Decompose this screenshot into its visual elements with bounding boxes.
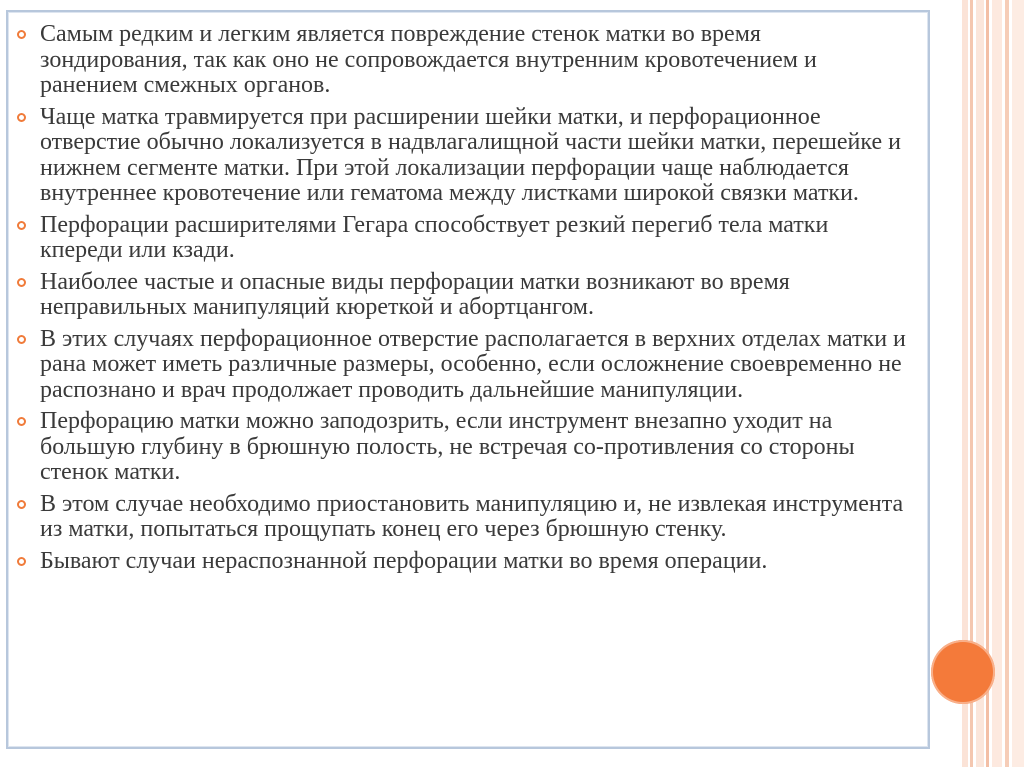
bullet-text: Бывают случаи нераспознанной перфорации матки во время операции. — [40, 547, 768, 574]
list-item — [14, 549, 914, 575]
circle-bullet-icon — [17, 278, 26, 287]
circle-bullet-icon — [17, 221, 26, 230]
list-item — [14, 22, 914, 99]
stripe — [992, 0, 1002, 767]
bullet-text: Самым редким и легким является повреждение стенок матки во время зондирования, так как оно не сопровождается внутренним кровотечением и ранением смежных органов. — [40, 21, 817, 98]
bullet-text: Наиболее частые и опасные виды перфорации матки возникают во время неправильных манипуляций кюреткой и абортцангом. — [40, 268, 790, 320]
list-item — [14, 105, 914, 207]
bullet-text: Перфорацию матки можно заподозрить, если инструмент внезапно уходит на большую глубину в брюшную полость, не встречая со-противления со стороны стенок матки. — [40, 408, 855, 485]
stripe — [1005, 0, 1009, 767]
circle-bullet-icon — [17, 500, 26, 509]
circle-bullet-icon — [17, 557, 26, 566]
stripe — [1012, 0, 1024, 767]
circle-bullet-icon — [17, 113, 26, 122]
list-item — [14, 327, 914, 404]
bullet-text: В этих случаях перфорационное отверстие располагается в верхних отделах матки и рана может иметь различные размеры, особенно, если осложнение своевременно не распознано и врач продолжает проводить дальнейшие манипуляции. — [40, 325, 906, 403]
decorative-orange-circle-icon — [931, 640, 995, 704]
bullet-text: Чаще матка травмируется при расширении шейки матки, и перфорационное отверстие обычно локализуется в надвлагалищной части шейки матки, перешейке и нижнем сегменте матки. При этой локализации перфорации чаще наблюдается внутреннее кровотечение или гематома между листками широкой связки матки. — [40, 103, 901, 206]
list-item — [14, 213, 914, 264]
circle-bullet-icon — [17, 30, 26, 39]
list-item — [14, 409, 914, 486]
list-item — [14, 270, 914, 321]
bullet-list — [14, 22, 914, 580]
list-item — [14, 492, 914, 543]
bullet-text: Перфорации расширителями Гегара способствует резкий перегиб тела матки кпереди или кзади. — [40, 211, 829, 263]
bullet-text: В этом случае необходимо приостановить манипуляцию и, не извлекая инструмента из матки, попытаться прощупать конец его через брюшную стенку. — [40, 490, 904, 542]
circle-bullet-icon — [17, 417, 26, 426]
circle-bullet-icon — [17, 335, 26, 344]
